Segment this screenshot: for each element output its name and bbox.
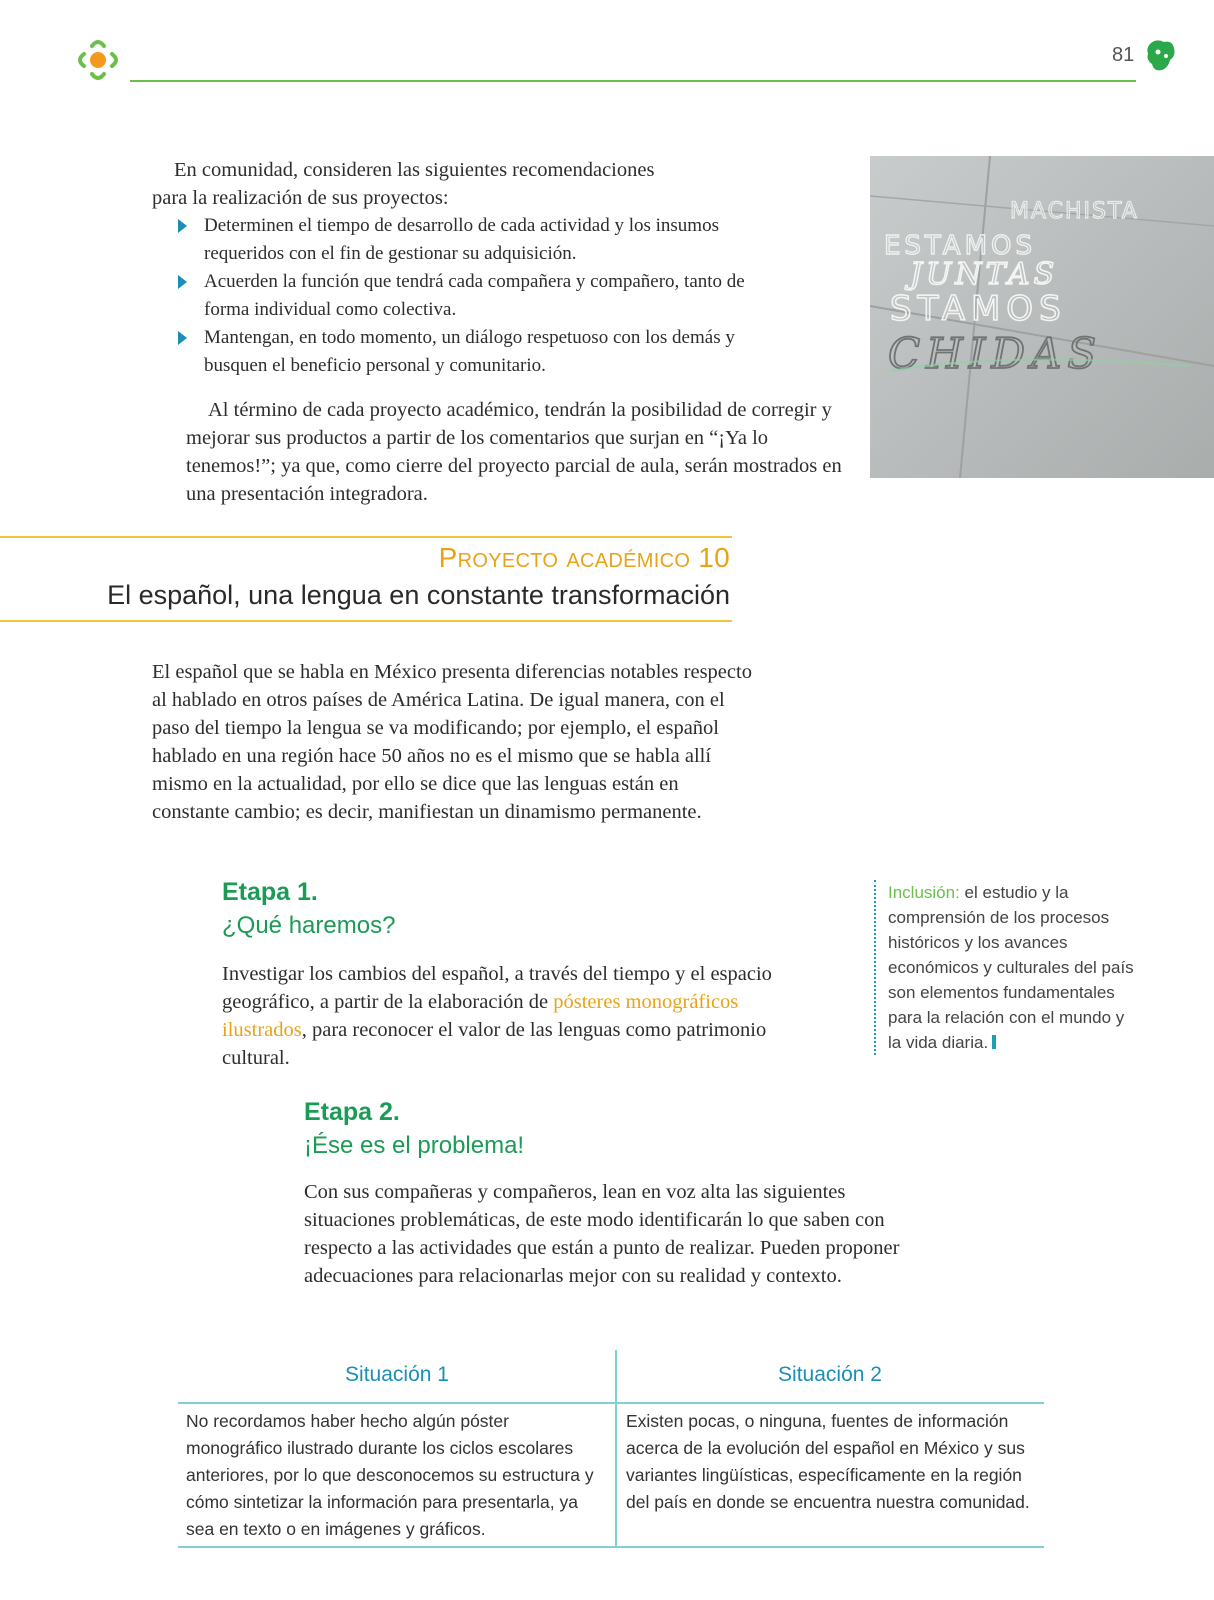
table-column-divider (615, 1350, 617, 1548)
chalk-line: JUNTAS (910, 257, 1059, 292)
table-header-rule (178, 1402, 1044, 1404)
intro-closing-paragraph: Al término de cada proyecto académico, tendrán la posibilidad de corregir y mejorar sus productos a partir de los comentarios que surjan en “¡Ya lo tenemos!”; ya que, como cierre del proyecto parcial de aula, serán mostrados en una presentación integradora. (186, 399, 842, 505)
stage-2-subtitle: ¡Ése es el problema! (304, 1132, 525, 1159)
chalk-pavement-photo (870, 156, 1214, 478)
intro-lead-rest: para la realización de sus proyectos: (152, 187, 449, 209)
chalk-line: MACHISTA (1010, 199, 1139, 224)
stage-1-subtitle: ¿Qué haremos? (222, 912, 396, 939)
triangle-bullet-icon (178, 219, 187, 233)
stage-1-label: Etapa 1. (222, 878, 318, 906)
situations-table (178, 1350, 1044, 1548)
note-term: Inclusión: (888, 883, 960, 902)
project-rule-top (0, 536, 732, 538)
project-kicker: Proyecto académico 10 (438, 542, 730, 573)
triangle-bullet-icon (178, 275, 187, 289)
triangle-bullet-icon (178, 331, 187, 345)
table-cell-situation-2: Existen pocas, o ninguna, fuentes de información acerca de la evolución del español en México y sus variantes lingüísticas, específicamente en la región del país en donde se encuentra nuestra comunidad. (626, 1411, 1030, 1512)
chalk-line: ESTAMOS (884, 231, 1036, 261)
project-intro-paragraph: El español que se habla en México presenta diferencias notables respecto al hablado en otros países de América Latina. De igual manera, con el paso del tiempo la lengua se va modificando; por ejemplo, el español hablado en una región hace 50 años no es el mismo que se habla allí mismo en la actualidad, por ello se dice que las lenguas están en constante cambio; es decir, manifiestan un dinamismo permanente. (152, 661, 752, 823)
table-header-situation-2: Situación 2 (778, 1363, 882, 1386)
glyph-corner-icon (1146, 38, 1178, 74)
header-rule (130, 80, 1136, 82)
list-item: Mantengan, en todo momento, un diálogo respetuoso con los demás y busquen el beneficio personal y comunitario. (178, 324, 758, 380)
stage-2-label: Etapa 2. (304, 1098, 400, 1126)
list-item: Acuerden la función que tendrá cada compañera y compañero, tanto de forma individual como colectiva. (178, 268, 758, 324)
project-title: El español, una lengua en constante transformación (107, 580, 730, 610)
table-header-situation-1: Situación 1 (345, 1363, 449, 1386)
table-bottom-rule (178, 1546, 1044, 1548)
page-number: 81 (1112, 44, 1135, 66)
flower-logo-icon (72, 34, 124, 86)
project-rule-bottom (0, 620, 732, 622)
end-mark-icon (992, 1035, 996, 1049)
highlighted-term: pósteres monográficos ilustrados (222, 991, 739, 1041)
table-cell-situation-1: No recordamos haber hecho algún póster monográfico ilustrado durante los ciclos escolares anteriores, por lo que desconocemos su estructura y cómo sintetizar la información para presentarla, ya sea en texto o en imágenes y gráficos. (186, 1411, 594, 1539)
chalk-line: CHIDAS (888, 329, 1103, 378)
list-item: Determinen el tiempo de desarrollo de cada actividad y los insumos requeridos con el fin de gestionar su adquisición. (178, 212, 758, 268)
chalk-line: STAMOS (890, 289, 1067, 329)
intro-lead-first: En comunidad, consideren las siguientes recomendaciones (174, 159, 655, 181)
stage-2-body: Con sus compañeras y compañeros, lean en voz alta las siguientes situaciones problemáticas, de este modo identificarán lo que saben con respecto a las actividades que están a punto de realizar. Pueden proponer adecuaciones para relacionarlas mejor con su realidad y contexto. (304, 1181, 900, 1287)
stage-1-body: Investigar los cambios del español, a través del tiempo y el espacio geográfico, a partir de la elaboración de pósteres monográficos ilustrados, para reconocer el valor de las lenguas como patrimonio cultural. (222, 963, 772, 1069)
recommendation-list (178, 212, 758, 380)
note-text: el estudio y la comprensión de los procesos históricos y los avances económicos y culturales del país son elementos fundamentales para la relación con el mundo y la vida diaria. (888, 883, 1134, 1052)
inclusion-note (874, 880, 1138, 1055)
intro-lead (152, 156, 752, 212)
